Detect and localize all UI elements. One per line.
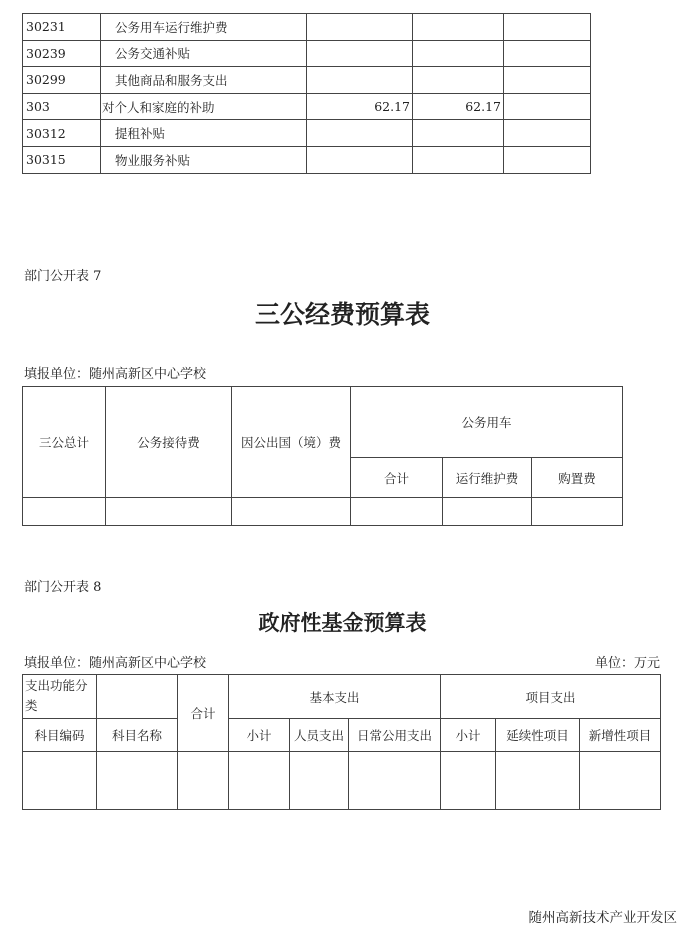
cell xyxy=(229,752,290,810)
cell xyxy=(580,752,661,810)
table-row xyxy=(23,93,591,120)
row-code: 303 xyxy=(23,93,101,120)
row-project xyxy=(504,67,591,94)
header-vehicle-purchase: 购置费 xyxy=(532,458,623,498)
table-row xyxy=(23,146,591,173)
cell xyxy=(23,498,106,526)
row-total xyxy=(307,40,413,67)
row-total xyxy=(307,67,413,94)
cell xyxy=(290,752,349,810)
header-project-new: 新增性项目 xyxy=(580,719,661,752)
row-code: 30231 xyxy=(23,14,101,41)
table-row xyxy=(23,120,591,147)
header-vehicle xyxy=(351,387,623,458)
header-abroad: 因公出国（境）费 xyxy=(232,387,351,498)
cell xyxy=(349,752,441,810)
header-basic-public: 日常公用支出 xyxy=(349,719,441,752)
row-name: 物业服务补贴 xyxy=(101,146,307,173)
table-row xyxy=(23,752,661,810)
header-category: 支出功能分类 xyxy=(23,675,97,719)
cell xyxy=(178,752,229,810)
row-project xyxy=(504,120,591,147)
header-name: 科目名称 xyxy=(97,719,178,752)
header-total: 三公总计 xyxy=(23,387,106,498)
header-basic-subtotal: 小计 xyxy=(229,719,290,752)
table-row xyxy=(23,40,591,67)
header-project-continuing: 延续性项目 xyxy=(496,719,580,752)
table8-title: 政府性基金预算表 xyxy=(258,611,427,635)
cell xyxy=(496,752,580,810)
three-public-expenses-table xyxy=(22,386,623,526)
row-name: 其他商品和服务支出 xyxy=(101,67,307,94)
table7-unit-line: 填报单位：随州高新区中心学校 xyxy=(24,367,207,382)
budget-items-table xyxy=(22,13,591,174)
row-code: 30299 xyxy=(23,67,101,94)
cell xyxy=(232,498,351,526)
row-code: 30312 xyxy=(23,120,101,147)
row-basic xyxy=(413,40,504,67)
row-project xyxy=(504,93,591,120)
header-vehicle-total: 合计 xyxy=(351,458,443,498)
table7-label: 部门公开表 7 xyxy=(24,269,102,284)
row-name: 提租补贴 xyxy=(101,120,307,147)
table-row xyxy=(23,67,591,94)
row-basic xyxy=(413,120,504,147)
cell xyxy=(351,498,443,526)
row-basic xyxy=(413,146,504,173)
header-row xyxy=(23,675,661,719)
cell xyxy=(443,498,532,526)
row-total xyxy=(307,146,413,173)
footer-org: 随州高新技术产业开发区 xyxy=(528,910,677,926)
row-name: 公务用车运行维护费 xyxy=(101,14,307,41)
government-fund-table xyxy=(22,674,661,810)
row-total xyxy=(307,14,413,41)
row-basic: 62.17 xyxy=(413,93,504,120)
header-vehicle-maintenance: 运行维护费 xyxy=(443,458,532,498)
row-total xyxy=(307,120,413,147)
row-basic xyxy=(413,14,504,41)
header-project-subtotal: 小计 xyxy=(441,719,496,752)
row-project xyxy=(504,146,591,173)
header-row xyxy=(23,387,623,458)
table8-label: 部门公开表 8 xyxy=(24,580,102,595)
cell xyxy=(106,498,232,526)
row-code: 30239 xyxy=(23,40,101,67)
cell xyxy=(97,752,178,810)
row-code: 30315 xyxy=(23,146,101,173)
header-category-blank xyxy=(97,675,178,719)
header-basic: 基本支出 xyxy=(229,675,441,719)
row-name: 对个人和家庭的补助 xyxy=(101,93,307,120)
table-row xyxy=(23,14,591,41)
header-basic-personnel: 人员支出 xyxy=(290,719,349,752)
header-reception: 公务接待费 xyxy=(106,387,232,498)
cell xyxy=(532,498,623,526)
header-total: 合计 xyxy=(178,675,229,752)
cell xyxy=(441,752,496,810)
row-total: 62.17 xyxy=(307,93,413,120)
row-name: 公务交通补贴 xyxy=(101,40,307,67)
cell xyxy=(23,752,97,810)
subheader-row xyxy=(23,719,661,752)
header-code: 科目编码 xyxy=(23,719,97,752)
row-basic xyxy=(413,67,504,94)
header-vehicle-label: 公务用车 xyxy=(461,415,512,430)
table7-title: 三公经费预算表 xyxy=(254,300,430,329)
table8-unit-line: 填报单位：随州高新区中心学校 xyxy=(24,656,207,671)
header-project: 项目支出 xyxy=(441,675,661,719)
row-project xyxy=(504,14,591,41)
table8-currency: 单位：万元 xyxy=(594,656,660,671)
row-project xyxy=(504,40,591,67)
table-row xyxy=(23,498,623,526)
